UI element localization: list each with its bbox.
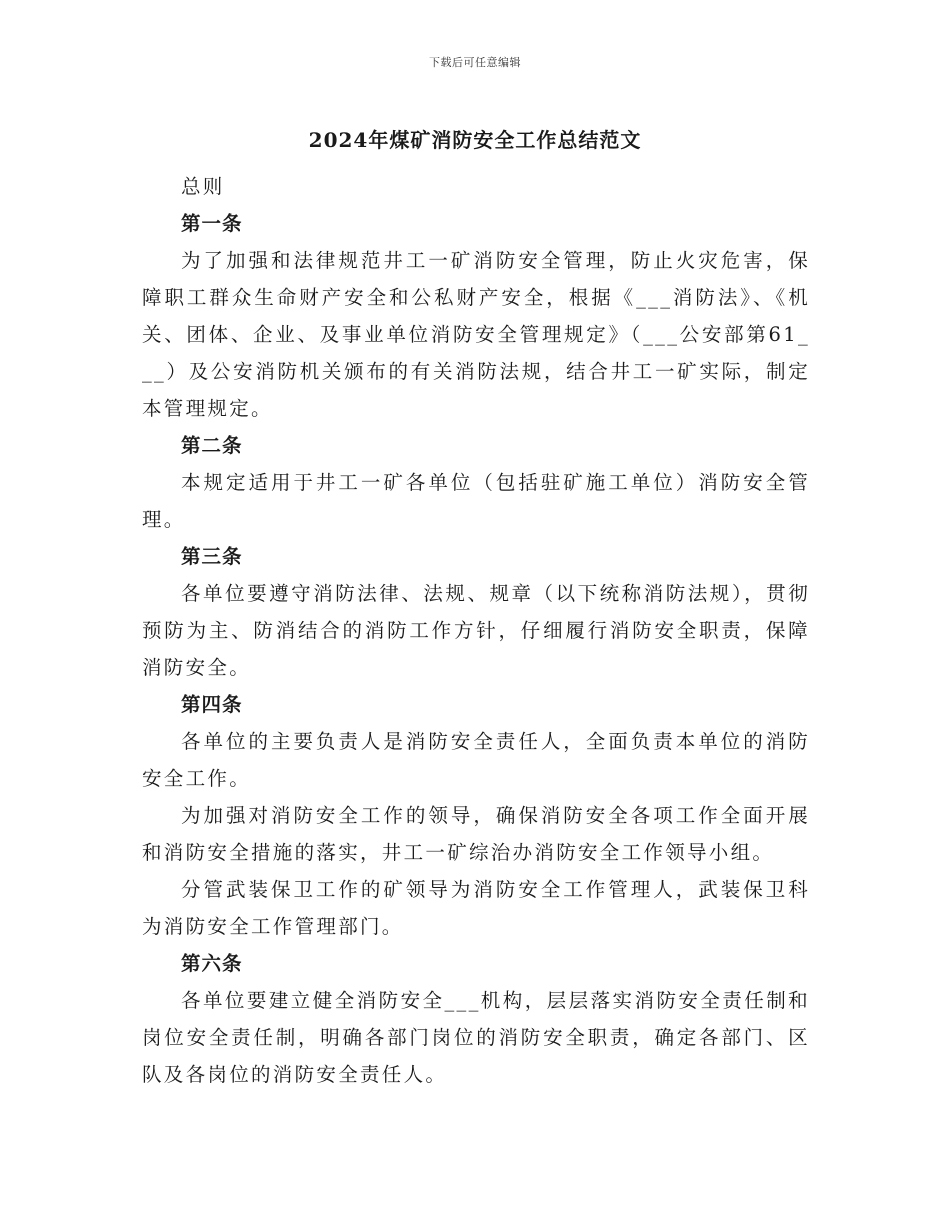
document-title: 2024年煤矿消防安全工作总结范文 <box>308 128 642 152</box>
article-heading-6: 第六条 <box>181 952 243 975</box>
article-1-paragraph: 为了加强和法律规范井工一矿消防安全管理，防止火灾危害，保障职工群众生命财产安全和公私财产安全，根据《___消防法》、《机关、团体、企业、及事业单位消防安全管理规定》（___公安部第61___）及公安消防机关颁布的有关消防法规，结合井工一矿实际，制定本管理规定。 <box>142 249 810 420</box>
download-note: 下载后可任意编辑 <box>429 56 521 69</box>
section-heading-general: 总则 <box>181 175 225 198</box>
article-heading-3: 第三条 <box>181 545 243 568</box>
article-3-paragraph: 各单位要遵守消防法律、法规、规章（以下统称消防法规），贯彻预防为主、防消结合的消防工作方针，仔细履行消防安全职责，保障消防安全。 <box>142 582 810 679</box>
article-6-paragraph: 各单位要建立健全消防安全___机构，层层落实消防安全责任制和岗位安全责任制，明确各部门岗位的消防安全职责，确定各部门、区队及各岗位的消防安全责任人。 <box>142 989 810 1086</box>
article-4-paragraph-2: 为加强对消防安全工作的领导，确保消防安全各项工作全面开展和消防安全措施的落实，井工一矿综治办消防安全工作领导小组。 <box>142 804 810 864</box>
article-2-paragraph: 本规定适用于井工一矿各单位（包括驻矿施工单位）消防安全管理。 <box>142 471 810 531</box>
article-heading-2: 第二条 <box>181 434 243 457</box>
article-heading-1: 第一条 <box>181 212 243 235</box>
article-4-paragraph-3: 分管武装保卫工作的矿领导为消防安全工作管理人，武装保卫科为消防安全工作管理部门。 <box>142 878 810 938</box>
article-heading-4: 第四条 <box>181 693 243 716</box>
document-body <box>142 168 810 1093</box>
article-4-paragraph-1: 各单位的主要负责人是消防安全责任人，全面负责本单位的消防安全工作。 <box>142 730 810 790</box>
